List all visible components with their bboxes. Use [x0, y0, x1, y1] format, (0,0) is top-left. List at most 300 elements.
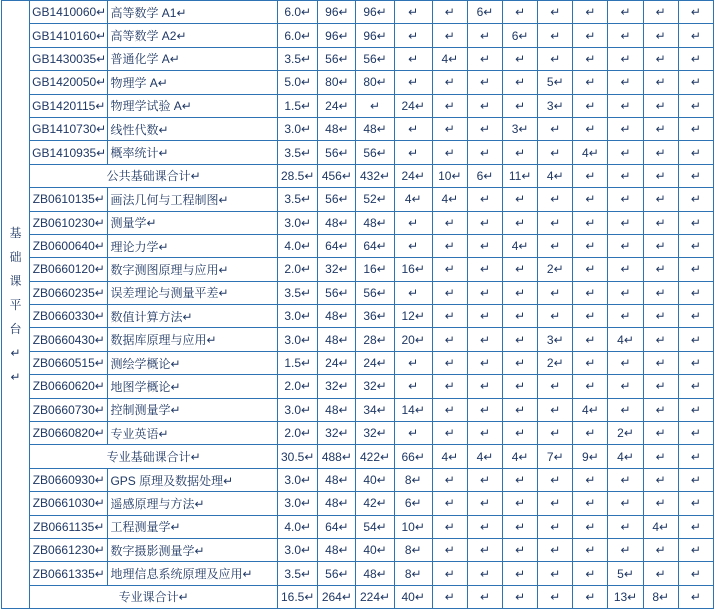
term-4-hours: ↵ — [538, 47, 573, 70]
course-experiment-hours: 20↵ — [394, 328, 432, 351]
course-total-hours: 56↵ — [318, 47, 356, 70]
term-1-hours: 4↵ — [432, 445, 467, 468]
term-7-hours: ↵ — [643, 538, 678, 561]
term-8-hours: ↵ — [678, 351, 713, 374]
term-1-hours: ↵ — [432, 234, 467, 257]
course-total-hours: 56↵ — [318, 562, 356, 585]
term-4-hours: ↵ — [538, 468, 573, 491]
course-code: ZB0610135↵ — [30, 188, 108, 211]
table-row — [2, 468, 714, 491]
table-row — [2, 24, 714, 47]
term-4-hours: ↵ — [538, 515, 573, 538]
term-6-hours: ↵ — [608, 1, 643, 24]
term-4-hours: ↵ — [538, 305, 573, 328]
course-code: ZB0660515↵ — [30, 351, 108, 374]
table-row — [2, 538, 714, 561]
term-5-hours: ↵ — [573, 211, 608, 234]
term-5-hours: ↵ — [573, 94, 608, 117]
table-row — [2, 281, 714, 304]
course-name: GPS 原理及数据处理↵ — [108, 468, 278, 491]
course-lecture-hours: 28↵ — [356, 328, 394, 351]
course-total-hours: 56↵ — [318, 188, 356, 211]
course-lecture-hours: 64↵ — [356, 234, 394, 257]
term-1-hours: ↵ — [432, 375, 467, 398]
table-row — [2, 562, 714, 585]
course-credit: 3.0↵ — [278, 117, 318, 140]
course-total-hours: 264↵ — [318, 585, 356, 608]
course-name: 高等数学 A2↵ — [108, 24, 278, 47]
term-6-hours: 2↵ — [608, 422, 643, 445]
course-name: 控制测量学↵ — [108, 398, 278, 421]
term-7-hours: ↵ — [643, 445, 678, 468]
term-2-hours: ↵ — [467, 188, 502, 211]
course-total-hours: 456↵ — [318, 164, 356, 187]
term-6-hours: ↵ — [608, 468, 643, 491]
term-1-hours: ↵ — [432, 492, 467, 515]
table-row — [2, 94, 714, 117]
term-5-hours: 9↵ — [573, 445, 608, 468]
term-7-hours: ↵ — [643, 375, 678, 398]
term-2-hours: 6↵ — [467, 1, 502, 24]
term-4-hours: ↵ — [538, 422, 573, 445]
term-4-hours: ↵ — [538, 188, 573, 211]
term-7-hours: ↵ — [643, 117, 678, 140]
course-total-hours: 56↵ — [318, 281, 356, 304]
course-experiment-hours: ↵ — [394, 281, 432, 304]
course-lecture-hours: 24↵ — [356, 351, 394, 374]
term-3-hours: 4↵ — [503, 234, 538, 257]
course-credit: 6.0↵ — [278, 24, 318, 47]
term-8-hours: ↵ — [678, 445, 713, 468]
course-name: 测绘学概论↵ — [108, 351, 278, 374]
table-row — [2, 141, 714, 164]
table-row — [2, 1, 714, 24]
term-8-hours: ↵ — [678, 468, 713, 491]
course-experiment-hours: 8↵ — [394, 538, 432, 561]
term-8-hours: ↵ — [678, 24, 713, 47]
term-8-hours: ↵ — [678, 258, 713, 281]
term-3-hours: ↵ — [503, 422, 538, 445]
term-8-hours: ↵ — [678, 515, 713, 538]
term-8-hours: ↵ — [678, 422, 713, 445]
table-row — [2, 398, 714, 421]
term-8-hours: ↵ — [678, 492, 713, 515]
term-6-hours: 13↵ — [608, 585, 643, 608]
term-7-hours: ↵ — [643, 258, 678, 281]
term-8-hours: ↵ — [678, 141, 713, 164]
course-experiment-hours: 40↵ — [394, 585, 432, 608]
term-8-hours: ↵ — [678, 94, 713, 117]
term-4-hours: ↵ — [538, 281, 573, 304]
term-2-hours: ↵ — [467, 258, 502, 281]
term-5-hours: ↵ — [573, 71, 608, 94]
course-code: GB1410730↵ — [30, 117, 108, 140]
term-8-hours: ↵ — [678, 398, 713, 421]
term-4-hours: 4↵ — [538, 164, 573, 187]
term-7-hours: ↵ — [643, 234, 678, 257]
course-credit: 3.5↵ — [278, 188, 318, 211]
term-6-hours: ↵ — [608, 211, 643, 234]
group-label-basic-platform — [2, 1, 30, 609]
table-row — [2, 375, 714, 398]
term-2-hours: ↵ — [467, 375, 502, 398]
course-credit: 3.5↵ — [278, 562, 318, 585]
term-5-hours: ↵ — [573, 351, 608, 374]
term-1-hours: ↵ — [432, 71, 467, 94]
course-credit: 3.5↵ — [278, 141, 318, 164]
term-1-hours: ↵ — [432, 24, 467, 47]
course-experiment-hours: ↵ — [394, 375, 432, 398]
term-2-hours: ↵ — [467, 24, 502, 47]
course-experiment-hours: ↵ — [394, 24, 432, 47]
course-experiment-hours: ↵ — [394, 117, 432, 140]
course-total-hours: 48↵ — [318, 398, 356, 421]
course-code: GB1420050↵ — [30, 71, 108, 94]
course-experiment-hours: 6↵ — [394, 492, 432, 515]
course-lecture-hours: 32↵ — [356, 422, 394, 445]
term-5-hours: ↵ — [573, 515, 608, 538]
course-name: 地理信息系统原理及应用↵ — [108, 562, 278, 585]
group-label-char: 台 — [9, 321, 22, 336]
course-code: GB1420115↵ — [30, 94, 108, 117]
term-4-hours: ↵ — [538, 117, 573, 140]
course-credit: 3.5↵ — [278, 47, 318, 70]
term-7-hours: ↵ — [643, 1, 678, 24]
term-4-hours: ↵ — [538, 234, 573, 257]
course-total-hours: 48↵ — [318, 492, 356, 515]
term-1-hours: ↵ — [432, 398, 467, 421]
course-experiment-hours: 66↵ — [394, 445, 432, 468]
term-3-hours: ↵ — [503, 305, 538, 328]
term-6-hours: ↵ — [608, 234, 643, 257]
course-experiment-hours: 12↵ — [394, 305, 432, 328]
table-row — [2, 305, 714, 328]
term-7-hours: ↵ — [643, 492, 678, 515]
table-row — [2, 117, 714, 140]
term-6-hours: ↵ — [608, 188, 643, 211]
course-credit: 6.0↵ — [278, 1, 318, 24]
course-lecture-hours: 96↵ — [356, 1, 394, 24]
term-3-hours: ↵ — [503, 188, 538, 211]
course-experiment-hours: 4↵ — [394, 188, 432, 211]
term-6-hours: 4↵ — [608, 445, 643, 468]
course-total-hours: 48↵ — [318, 538, 356, 561]
term-3-hours: ↵ — [503, 141, 538, 164]
term-5-hours: ↵ — [573, 47, 608, 70]
term-5-hours: ↵ — [573, 562, 608, 585]
course-name: 画法几何与工程制图↵ — [108, 188, 278, 211]
term-1-hours: ↵ — [432, 468, 467, 491]
term-1-hours: ↵ — [432, 305, 467, 328]
term-3-hours: ↵ — [503, 398, 538, 421]
course-credit: 4.0↵ — [278, 234, 318, 257]
term-3-hours: ↵ — [503, 258, 538, 281]
term-8-hours: ↵ — [678, 328, 713, 351]
term-6-hours: ↵ — [608, 24, 643, 47]
term-6-hours: ↵ — [608, 47, 643, 70]
course-total-hours: 80↵ — [318, 71, 356, 94]
term-7-hours: ↵ — [643, 94, 678, 117]
course-credit: 4.0↵ — [278, 515, 318, 538]
term-6-hours: ↵ — [608, 117, 643, 140]
term-3-hours: ↵ — [503, 375, 538, 398]
table-row — [2, 422, 714, 445]
course-name: 遥感原理与方法↵ — [108, 492, 278, 515]
term-7-hours: 4↵ — [643, 515, 678, 538]
term-5-hours: ↵ — [573, 468, 608, 491]
subtotal-label: 公共基础课合计↵ — [30, 164, 278, 187]
course-lecture-hours: 40↵ — [356, 538, 394, 561]
term-2-hours: ↵ — [467, 422, 502, 445]
term-2-hours: ↵ — [467, 305, 502, 328]
course-name: 地图学概论↵ — [108, 375, 278, 398]
term-7-hours: ↵ — [643, 281, 678, 304]
term-2-hours: ↵ — [467, 94, 502, 117]
course-experiment-hours: ↵ — [394, 351, 432, 374]
course-total-hours: 24↵ — [318, 351, 356, 374]
term-7-hours: ↵ — [643, 305, 678, 328]
term-3-hours: 6↵ — [503, 24, 538, 47]
course-credit: 3.0↵ — [278, 492, 318, 515]
term-4-hours: ↵ — [538, 24, 573, 47]
term-7-hours: ↵ — [643, 562, 678, 585]
term-2-hours: ↵ — [467, 492, 502, 515]
term-4-hours: 3↵ — [538, 328, 573, 351]
term-3-hours: ↵ — [503, 492, 538, 515]
course-total-hours: 96↵ — [318, 24, 356, 47]
term-3-hours: ↵ — [503, 585, 538, 608]
course-name: 专业英语↵ — [108, 422, 278, 445]
course-lecture-hours: 54↵ — [356, 515, 394, 538]
term-7-hours: ↵ — [643, 24, 678, 47]
term-1-hours: ↵ — [432, 1, 467, 24]
term-6-hours: ↵ — [608, 538, 643, 561]
course-lecture-hours: 36↵ — [356, 305, 394, 328]
term-8-hours: ↵ — [678, 71, 713, 94]
course-lecture-hours: 432↵ — [356, 164, 394, 187]
term-2-hours: ↵ — [467, 47, 502, 70]
term-2-hours: 6↵ — [467, 164, 502, 187]
course-experiment-hours: 8↵ — [394, 468, 432, 491]
term-2-hours: ↵ — [467, 538, 502, 561]
course-experiment-hours: ↵ — [394, 71, 432, 94]
course-lecture-hours: 52↵ — [356, 188, 394, 211]
term-4-hours: ↵ — [538, 398, 573, 421]
course-total-hours: 32↵ — [318, 258, 356, 281]
course-total-hours: 64↵ — [318, 234, 356, 257]
term-3-hours: ↵ — [503, 47, 538, 70]
term-5-hours: ↵ — [573, 24, 608, 47]
term-6-hours: ↵ — [608, 141, 643, 164]
course-credit: 3.0↵ — [278, 211, 318, 234]
course-code: ZB0661230↵ — [30, 538, 108, 561]
term-1-hours: ↵ — [432, 422, 467, 445]
course-experiment-hours: 8↵ — [394, 562, 432, 585]
course-code: ZB0660820↵ — [30, 422, 108, 445]
term-6-hours: ↵ — [608, 281, 643, 304]
course-lecture-hours: ↵ — [356, 94, 394, 117]
course-experiment-hours: ↵ — [394, 47, 432, 70]
term-1-hours: ↵ — [432, 585, 467, 608]
course-code: ZB0660930↵ — [30, 468, 108, 491]
term-6-hours: ↵ — [608, 305, 643, 328]
term-3-hours: 3↵ — [503, 117, 538, 140]
course-name: 数据库原理与应用↵ — [108, 328, 278, 351]
term-3-hours: ↵ — [503, 515, 538, 538]
term-8-hours: ↵ — [678, 211, 713, 234]
term-3-hours: ↵ — [503, 468, 538, 491]
term-3-hours: ↵ — [503, 538, 538, 561]
course-name: 数字测图原理与应用↵ — [108, 258, 278, 281]
term-6-hours: ↵ — [608, 398, 643, 421]
term-2-hours: ↵ — [467, 398, 502, 421]
course-lecture-hours: 422↵ — [356, 445, 394, 468]
course-code: ZB0660120↵ — [30, 258, 108, 281]
term-7-hours: ↵ — [643, 141, 678, 164]
term-2-hours: ↵ — [467, 562, 502, 585]
table-row — [2, 328, 714, 351]
term-4-hours: ↵ — [538, 1, 573, 24]
course-code: ZB0660430↵ — [30, 328, 108, 351]
term-4-hours: 2↵ — [538, 351, 573, 374]
term-4-hours: 2↵ — [538, 258, 573, 281]
course-lecture-hours: 56↵ — [356, 141, 394, 164]
course-experiment-hours: 24↵ — [394, 94, 432, 117]
course-experiment-hours: ↵ — [394, 234, 432, 257]
course-credit: 3.0↵ — [278, 398, 318, 421]
term-6-hours: ↵ — [608, 71, 643, 94]
course-lecture-hours: 56↵ — [356, 47, 394, 70]
term-8-hours: ↵ — [678, 117, 713, 140]
term-5-hours: ↵ — [573, 538, 608, 561]
course-table — [1, 0, 714, 609]
course-total-hours: 32↵ — [318, 422, 356, 445]
term-4-hours: 5↵ — [538, 71, 573, 94]
term-7-hours: ↵ — [643, 468, 678, 491]
term-4-hours: ↵ — [538, 492, 573, 515]
term-7-hours: ↵ — [643, 328, 678, 351]
course-credit: 2.0↵ — [278, 258, 318, 281]
course-lecture-hours: 96↵ — [356, 24, 394, 47]
course-name: 概率统计↵ — [108, 141, 278, 164]
term-7-hours: ↵ — [643, 164, 678, 187]
group-label-char: 课 — [9, 273, 22, 288]
course-name: 数值计算方法↵ — [108, 305, 278, 328]
course-lecture-hours: 42↵ — [356, 492, 394, 515]
course-name: 工程测量学↵ — [108, 515, 278, 538]
term-8-hours: ↵ — [678, 164, 713, 187]
course-lecture-hours: 16↵ — [356, 258, 394, 281]
term-5-hours: ↵ — [573, 585, 608, 608]
course-name: 高等数学 A1↵ — [108, 1, 278, 24]
term-2-hours: ↵ — [467, 328, 502, 351]
term-8-hours: ↵ — [678, 585, 713, 608]
course-total-hours: 56↵ — [318, 141, 356, 164]
term-3-hours: 11↵ — [503, 164, 538, 187]
term-2-hours: ↵ — [467, 468, 502, 491]
table-row — [2, 258, 714, 281]
term-3-hours: ↵ — [503, 94, 538, 117]
term-8-hours: ↵ — [678, 188, 713, 211]
course-table-body — [2, 1, 714, 609]
term-8-hours: ↵ — [678, 305, 713, 328]
term-3-hours: ↵ — [503, 71, 538, 94]
term-8-hours: ↵ — [678, 538, 713, 561]
term-1-hours: ↵ — [432, 281, 467, 304]
term-7-hours: ↵ — [643, 71, 678, 94]
term-3-hours: ↵ — [503, 1, 538, 24]
course-name: 测量学↵ — [108, 211, 278, 234]
course-credit: 28.5↵ — [278, 164, 318, 187]
course-total-hours: 24↵ — [318, 94, 356, 117]
course-name: 理论力学↵ — [108, 234, 278, 257]
term-4-hours: ↵ — [538, 375, 573, 398]
course-code: GB1410060↵ — [30, 1, 108, 24]
subtotal-row — [2, 164, 714, 187]
term-7-hours: 8↵ — [643, 585, 678, 608]
term-6-hours: ↵ — [608, 492, 643, 515]
term-5-hours: ↵ — [573, 492, 608, 515]
course-total-hours: 488↵ — [318, 445, 356, 468]
course-code: ZB0600640↵ — [30, 234, 108, 257]
course-code: ZB0610230↵ — [30, 211, 108, 234]
course-credit: 3.0↵ — [278, 328, 318, 351]
term-2-hours: ↵ — [467, 234, 502, 257]
course-experiment-hours: ↵ — [394, 211, 432, 234]
course-lecture-hours: 224↵ — [356, 585, 394, 608]
term-2-hours: ↵ — [467, 141, 502, 164]
course-code: ZB0660620↵ — [30, 375, 108, 398]
course-experiment-hours: 24↵ — [394, 164, 432, 187]
course-lecture-hours: 56↵ — [356, 281, 394, 304]
course-credit: 30.5↵ — [278, 445, 318, 468]
term-3-hours: ↵ — [503, 328, 538, 351]
term-1-hours: ↵ — [432, 211, 467, 234]
group-label-char: 平 — [9, 297, 22, 312]
course-lecture-hours: 80↵ — [356, 71, 394, 94]
course-lecture-hours: 34↵ — [356, 398, 394, 421]
course-credit: 3.5↵ — [278, 281, 318, 304]
term-7-hours: ↵ — [643, 351, 678, 374]
term-4-hours: ↵ — [538, 585, 573, 608]
term-4-hours: 7↵ — [538, 445, 573, 468]
term-4-hours: ↵ — [538, 562, 573, 585]
course-name: 数字摄影测量学↵ — [108, 538, 278, 561]
term-8-hours: ↵ — [678, 234, 713, 257]
course-name: 线性代数↵ — [108, 117, 278, 140]
term-7-hours: ↵ — [643, 422, 678, 445]
term-5-hours: ↵ — [573, 234, 608, 257]
term-5-hours: ↵ — [573, 281, 608, 304]
table-row — [2, 47, 714, 70]
term-7-hours: ↵ — [643, 398, 678, 421]
course-code: ZB0660235↵ — [30, 281, 108, 304]
term-4-hours: ↵ — [538, 141, 573, 164]
course-code: GB1410935↵ — [30, 141, 108, 164]
course-code: ZB0660330↵ — [30, 305, 108, 328]
table-row — [2, 492, 714, 515]
course-lecture-hours: 48↵ — [356, 117, 394, 140]
term-2-hours: ↵ — [467, 211, 502, 234]
term-1-hours: ↵ — [432, 351, 467, 374]
term-5-hours: 4↵ — [573, 398, 608, 421]
course-credit: 5.0↵ — [278, 71, 318, 94]
term-3-hours: ↵ — [503, 351, 538, 374]
term-1-hours: 4↵ — [432, 47, 467, 70]
group-label-char: 基 — [9, 225, 22, 240]
course-total-hours: 48↵ — [318, 468, 356, 491]
course-experiment-hours: 14↵ — [394, 398, 432, 421]
